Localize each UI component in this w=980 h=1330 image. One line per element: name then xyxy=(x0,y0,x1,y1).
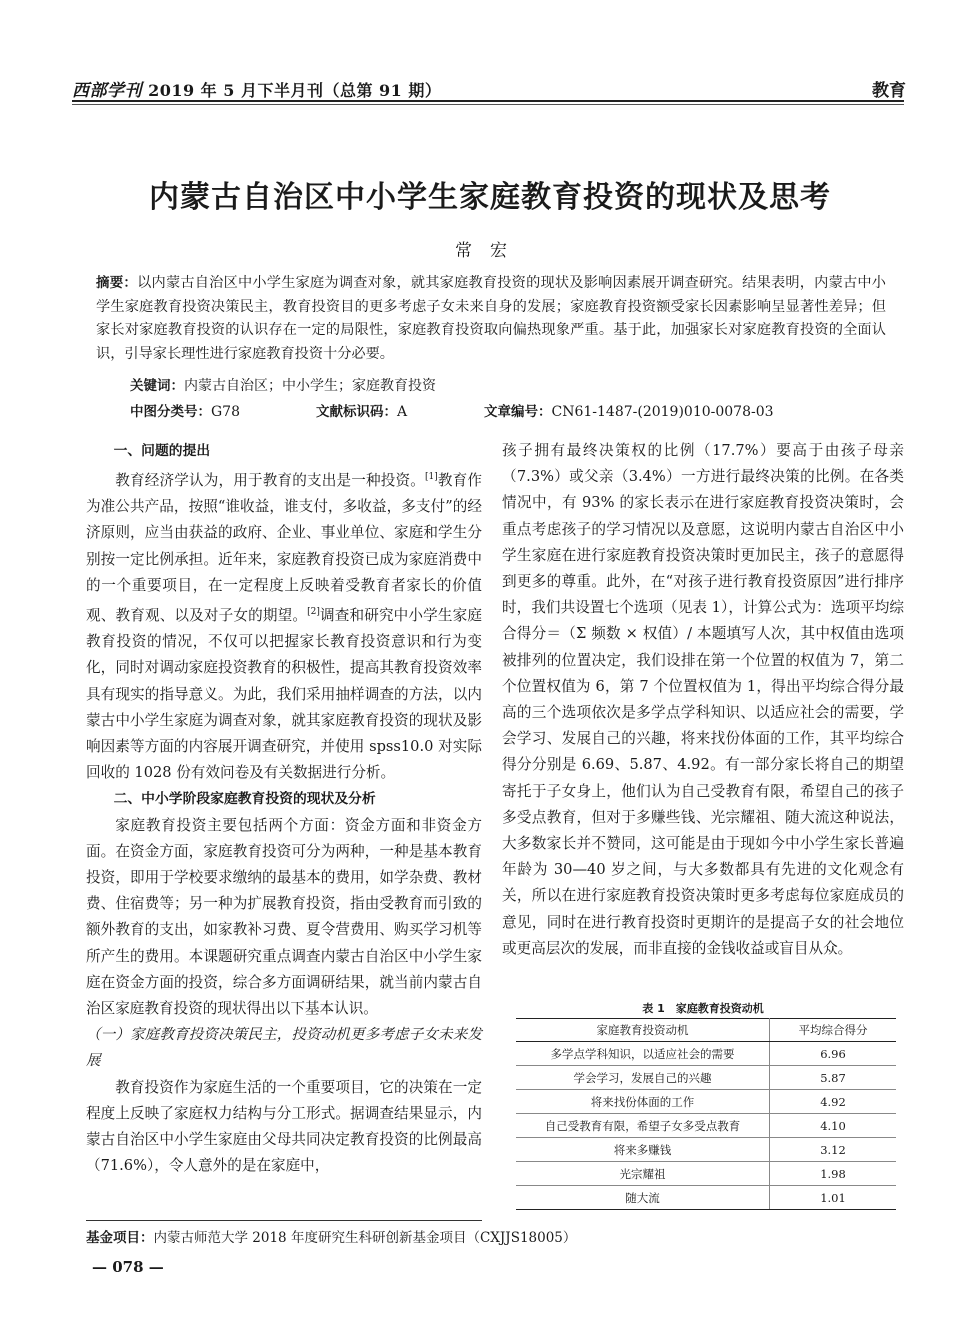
fund-label: 基金项目： xyxy=(86,1230,154,1246)
column-header: 家庭教育投资动机 xyxy=(516,1019,770,1042)
table-cell: 4.10 xyxy=(770,1114,897,1138)
paragraph-text: 教育作为准公共产品，按照“谁收益，谁支付，多收益，多支付”的经济原则，应当由获益的政府、企业、事业单位、家庭和学生分别按一定比例承担。近年来，家庭教育投资已成为家庭消费中的一个重要项目，在一定程度上反映着受教育者家长的价值观、教育观、以及对子女的期望。 xyxy=(86,472,482,624)
table-row xyxy=(516,1186,896,1210)
right-column xyxy=(502,438,904,962)
section-heading-1: 一、问题的提出 xyxy=(113,443,211,459)
fund-text: 内蒙古师范大学 2018 年度研究生科研创新基金项目（CXJJS18005） xyxy=(153,1230,577,1246)
table-cell: 4.92 xyxy=(770,1090,897,1114)
article-number-value: CN61-1487-(2019)010-0078-03 xyxy=(551,404,774,420)
journal-name: 西部学刊 xyxy=(72,81,142,101)
abstract-text: 以内蒙古自治区中小学生家庭为调查对象，就其家庭教育投资的现状及影响因素展开调查研究。结果表明，内蒙古中小学生家庭教育投资决策民主，教育投资目的更多考虑子女未来自身的发展；家庭教育投资额受家长因素影响呈显著性差异；但家长对家庭教育投资的认识存在一定的局限性，家庭教育投资取向偏热现象严重。基于此，加强家长对家庭教育投资的全面认识，引导家长理性进行家庭教育投资十分必要。 xyxy=(96,275,886,362)
header-rule-thin xyxy=(72,104,904,105)
paragraph-text: 教育经济学认为，用于教育的支出是一种投资。 xyxy=(115,472,425,490)
clc-label: 中图分类号： xyxy=(130,404,211,420)
clc-number xyxy=(130,400,240,420)
section-heading-2: 二、中小学阶段家庭教育投资的现状及分析 xyxy=(113,791,376,808)
motivation-table xyxy=(516,1018,896,1210)
issue-info: 2019 年 5 月下半月刊（总第 91 期） xyxy=(148,81,442,100)
table-cell: 学会学习，发展自己的兴趣 xyxy=(516,1066,770,1090)
table-cell: 随大流 xyxy=(516,1186,770,1210)
table-cell: 自己受教育有限，希望子女多受点教育 xyxy=(516,1114,770,1138)
table-row xyxy=(516,1162,896,1186)
table-cell: 将来多赚钱 xyxy=(516,1138,770,1162)
table-row xyxy=(516,1042,896,1066)
paragraph: 教育投资作为家庭生活的一个重要项目，它的决策在一定程度上反映了家庭权力结构与分工形式。据调查结果显示，内蒙古自治区中小学生家庭由父母共同决定教育投资的比例最高（71.6%），令人意外的是在家庭中， xyxy=(86,1078,482,1175)
table-cell: 3.12 xyxy=(770,1138,897,1162)
header-rule xyxy=(72,100,904,102)
table-cell: 1.98 xyxy=(770,1162,897,1186)
table-cell: 5.87 xyxy=(770,1066,897,1090)
keywords-label: 关键词： xyxy=(130,378,184,394)
table-cell: 1.01 xyxy=(770,1186,897,1210)
footnote-rule xyxy=(86,1220,482,1221)
table-row xyxy=(516,1138,896,1162)
paragraph: 家庭教育投资主要包括两个方面：资金方面和非资金方面。在资金方面，家庭教育投资可分为两种，一种是基本教育投资，即用于学校要求缴纳的最基本的费用，如学杂费、教材费、住宿费等；另一种为扩展教育投资，指由受教育而引致的额外教育的支出，如家教补习费、夏令营费用、购买学习机等所产生的费用。本课题研究重点调查内蒙古自治区中小学生家庭在资金方面的投资，综合多方面调研结果，就当前内蒙古自治区家庭教育投资的现状得出以下基本认识。 xyxy=(86,816,482,1017)
clc-value: G78 xyxy=(211,404,240,420)
table-row xyxy=(516,1090,896,1114)
table-row xyxy=(516,1114,896,1138)
author-name: 常宏 xyxy=(455,241,525,261)
keywords-text: 内蒙古自治区；中小学生；家庭教育投资 xyxy=(184,378,436,394)
abstract xyxy=(96,272,886,366)
table-row xyxy=(516,1066,896,1090)
page-number: — 078 — xyxy=(92,1258,164,1276)
subsection-heading: （一）家庭教育投资决策民主，投资动机更多考虑子女未来发展 xyxy=(86,1026,482,1070)
paragraph xyxy=(86,464,482,786)
article-number-label: 文章编号： xyxy=(484,404,552,420)
section-label: 教育 xyxy=(872,81,906,101)
doc-code xyxy=(316,400,407,420)
doc-code-value: A xyxy=(397,404,408,420)
paragraph-text: 调查和研究中小学生家庭教育投资的情况，不仅可以把握家长教育投资意识和行为变化，同时对调动家庭投资教育的积极性，提高其教育投资效率具有现实的指导意义。为此，我们采用抽样调查的方法，以内蒙古中小学生家庭为调查对象，就其家庭教育投资的现状及影响因素等方面的内容展开调查研究，并使用 spss10.0 对实际回收的 1028 份有效问卷及有关数据进行分析。 xyxy=(86,606,482,782)
table-caption: 表 1 家庭教育投资动机 xyxy=(642,1002,764,1015)
article-number xyxy=(484,400,774,420)
column-header: 平均综合得分 xyxy=(770,1019,897,1042)
fund-note xyxy=(86,1226,576,1246)
table-header-row xyxy=(516,1019,896,1042)
running-header xyxy=(72,76,441,101)
table-cell: 光宗耀祖 xyxy=(516,1162,770,1186)
table-cell: 6.96 xyxy=(770,1042,897,1066)
citation-ref: [1] xyxy=(424,472,438,483)
left-column xyxy=(86,438,482,1179)
citation-ref: [2] xyxy=(307,607,320,618)
keywords xyxy=(130,374,436,395)
table-cell: 将来找份体面的工作 xyxy=(516,1090,770,1114)
article-title: 内蒙古自治区中小学生家庭教育投资的现状及思考 xyxy=(149,180,831,215)
abstract-label: 摘要： xyxy=(96,275,138,291)
doc-code-label: 文献标识码： xyxy=(316,404,397,420)
table-cell: 多学点学科知识，以适应社会的需要 xyxy=(516,1042,770,1066)
paragraph: 孩子拥有最终决策权的比例（17.7%）要高于由孩子母亲（7.3%）或父亲（3.4%）一方进行最终决策的比例。在各类情况中，有 93% 的家长表示在进行家庭教育投资决策时，会重点考虑孩子的学习情况以及意愿，这说明内蒙古自治区中小学生家庭在进行家庭教育投资决策时更加民主，孩子的意愿得到更多的尊重。此外，在“对孩子进行教育投资原因”进行排序时，我们共设置七个选项（见表 1），计算公式为：选项平均综合得分＝（Σ 频数 × 权值）/ 本题填写人次，其中权值由选项被排列的位置决定，我们设排在第一个位置的权值为 7，第二个位置权值为 6，第 7 个位置权值为 1，得出平均综合得分最高的三个选项依次是多学点学科知识、以适应社会的需要，学会学习、发展自己的兴趣，将来找份体面的工作，其平均综合得分分别是 6.69、5.87、4.92。有一部分家长将自己的期望寄托于子女身上，他们认为自己受教育有限，希望自己的孩子多受点教育，但对于多赚些钱、光宗耀祖、随大流这种说法，大多数家长并不赞同，这可能是由于现如今中小学生家长普遍年龄为 30—40 岁之间，与大多数都具有先进的文化观念有关，所以在进行家庭教育投资决策时更多考虑每位家庭成员的意见，同时在进行教育投资时更期许的是提高子女的社会地位或更高层次的发展，而非直接的金钱收益或盲目从众。 xyxy=(502,442,904,957)
